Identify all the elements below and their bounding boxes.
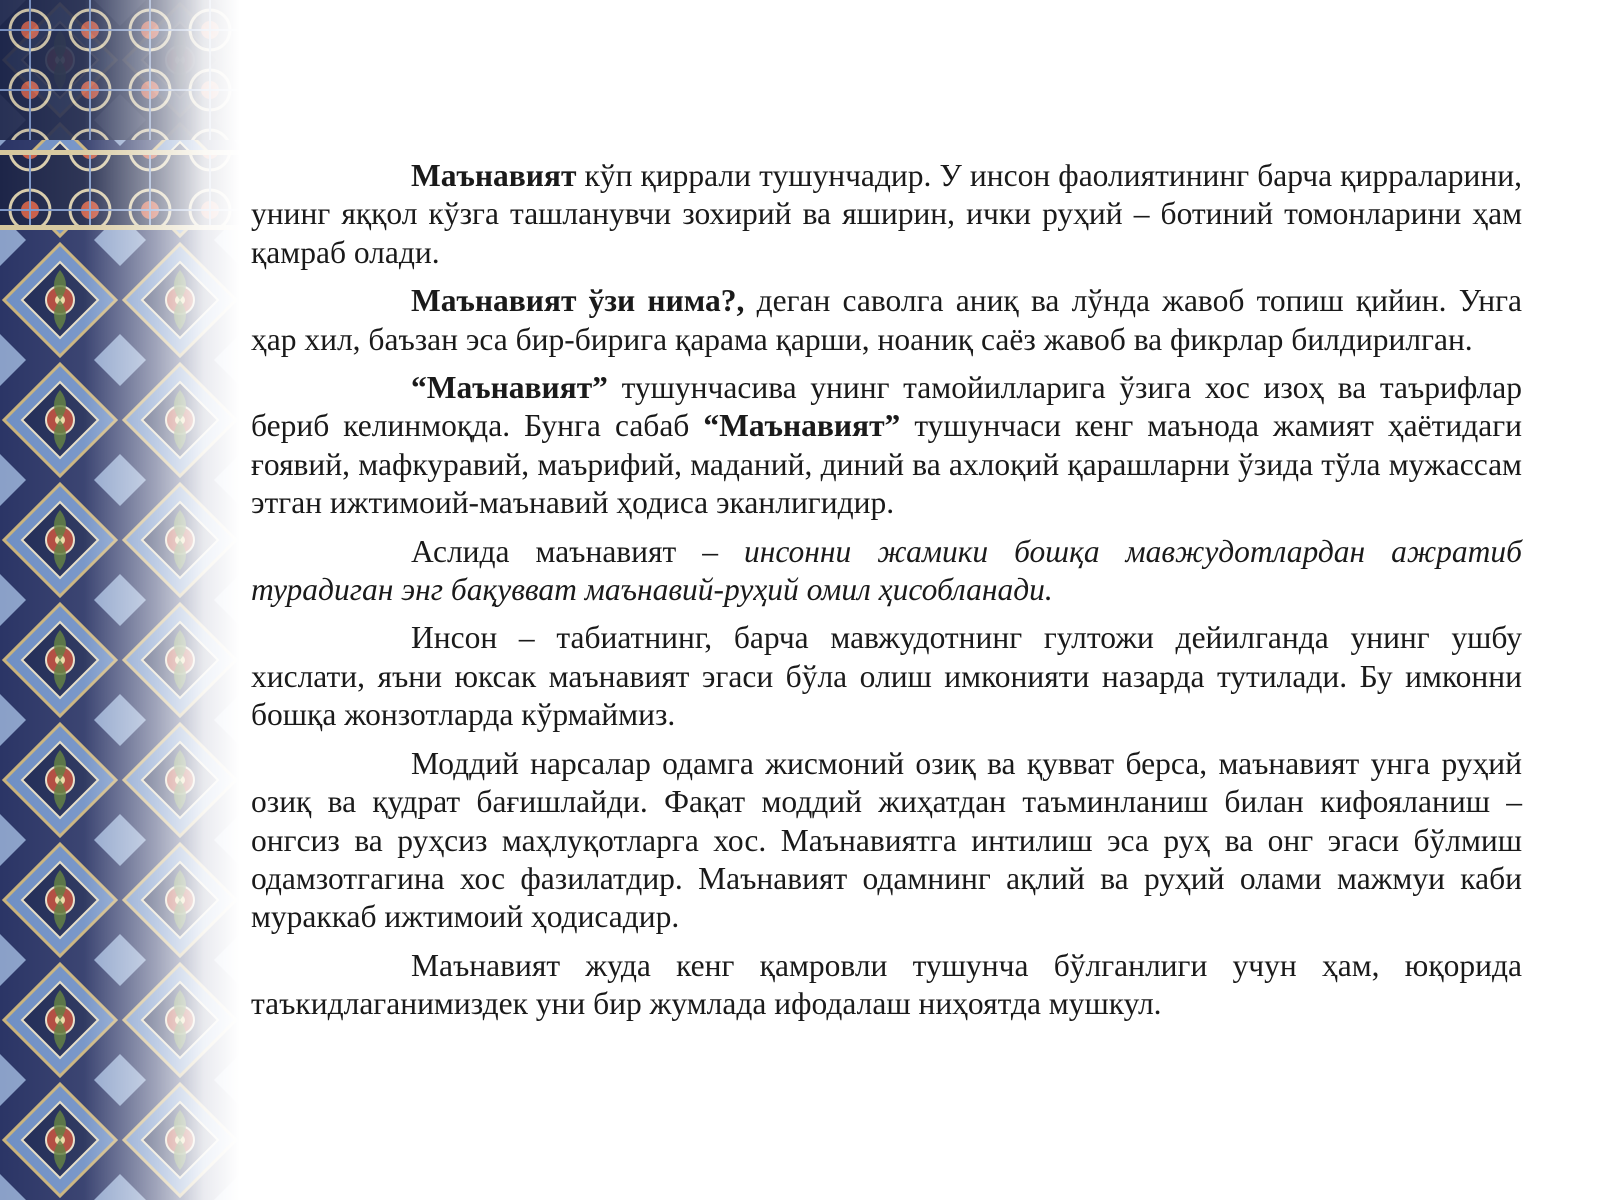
paragraph-text: Аслида маънавият – (411, 533, 744, 569)
document-body (251, 157, 1522, 1034)
paragraph-text: Инсон – табиатнинг, барча мавжудотнинг гултожи дейилганда унинг ушбу хислати, яъни юксак маънавият эгаси бўла олиш имконияти назарда тутилади. Бу имконни бошқа жонзотларда кўрмаймиз. (251, 620, 1522, 733)
paragraph-text: Маънавият жуда кенг қамровли тушунча бўлганлиги учун ҳам, юқорида таъкидлаганимиздек уни бир жумлада ифодалаш ниҳоятда мушкул. (251, 947, 1522, 1022)
bold-term: Маънавият (411, 158, 577, 193)
bold-term: “Маънавият” (411, 370, 608, 406)
paragraph-text: тушунчасива унинг тамойилларига ўзига хос изоҳ ва таърифлар бериб келинмоқда. Бунга сабаб (251, 370, 1522, 444)
paragraph-text: тушунчаси кенг маънода жамият ҳаётидаги ғоявий, мафкуравий, маърифий, маданий, диний ва ахлоқий қарашларни ўзида тўла мужассам этган ижтимоий-маънавий ҳодиса эканлигидир. (251, 408, 1522, 521)
paragraph-6 (251, 745, 1522, 937)
bold-term: “Маънавият” (703, 408, 901, 444)
paragraph-5 (251, 619, 1522, 734)
paragraph-text: кўп қиррали тушунчадир. У инсон фаолиятининг барча қирраларини, унинг яққол кўзга ташланувчи зохирий ва яширин, ички руҳий – ботиний томонларини ҳам қамраб олади. (251, 158, 1522, 270)
paragraph-2 (251, 282, 1522, 359)
bold-question: Маънавият ўзи нима?, (411, 283, 745, 319)
paragraph-3 (251, 369, 1522, 523)
italic-definition: инсонни жамики бошқа мавжудотлардан ажратиб турадиган энг бақувват маънавий-руҳий омил ҳисобланади. (251, 533, 1523, 608)
paragraph-text: Моддий нарсалар одамга жисмоний озиқ ва қувват берса, маънавият унга руҳий озиқ ва қудрат бағишлайди. Фақат моддий жиҳатдан таъминланиш билан кифояланиш – онгсиз ва руҳсиз маҳлуқотларга хос. Маънавиятга интилиш эса руҳ ва онг эгаси бўлмиш одамзотгагина хос фазилатдир. Маънавият одамнинг ақлий ва руҳий олами мажмуи каби мураккаб ижтимоий ҳодисадир. (251, 745, 1522, 935)
paragraph-text: деган саволга аниқ ва лўнда жавоб топиш қийин. Унга ҳар хил, баъзан эса бир-бирига қарама қарши, ноаниқ саёз жавоб ва фикрлар билдирилган. (251, 283, 1522, 357)
paragraph-4 (251, 533, 1522, 610)
decorative-ornament-border (0, 0, 240, 1200)
paragraph-1 (251, 157, 1522, 272)
paragraph-7 (251, 947, 1522, 1024)
